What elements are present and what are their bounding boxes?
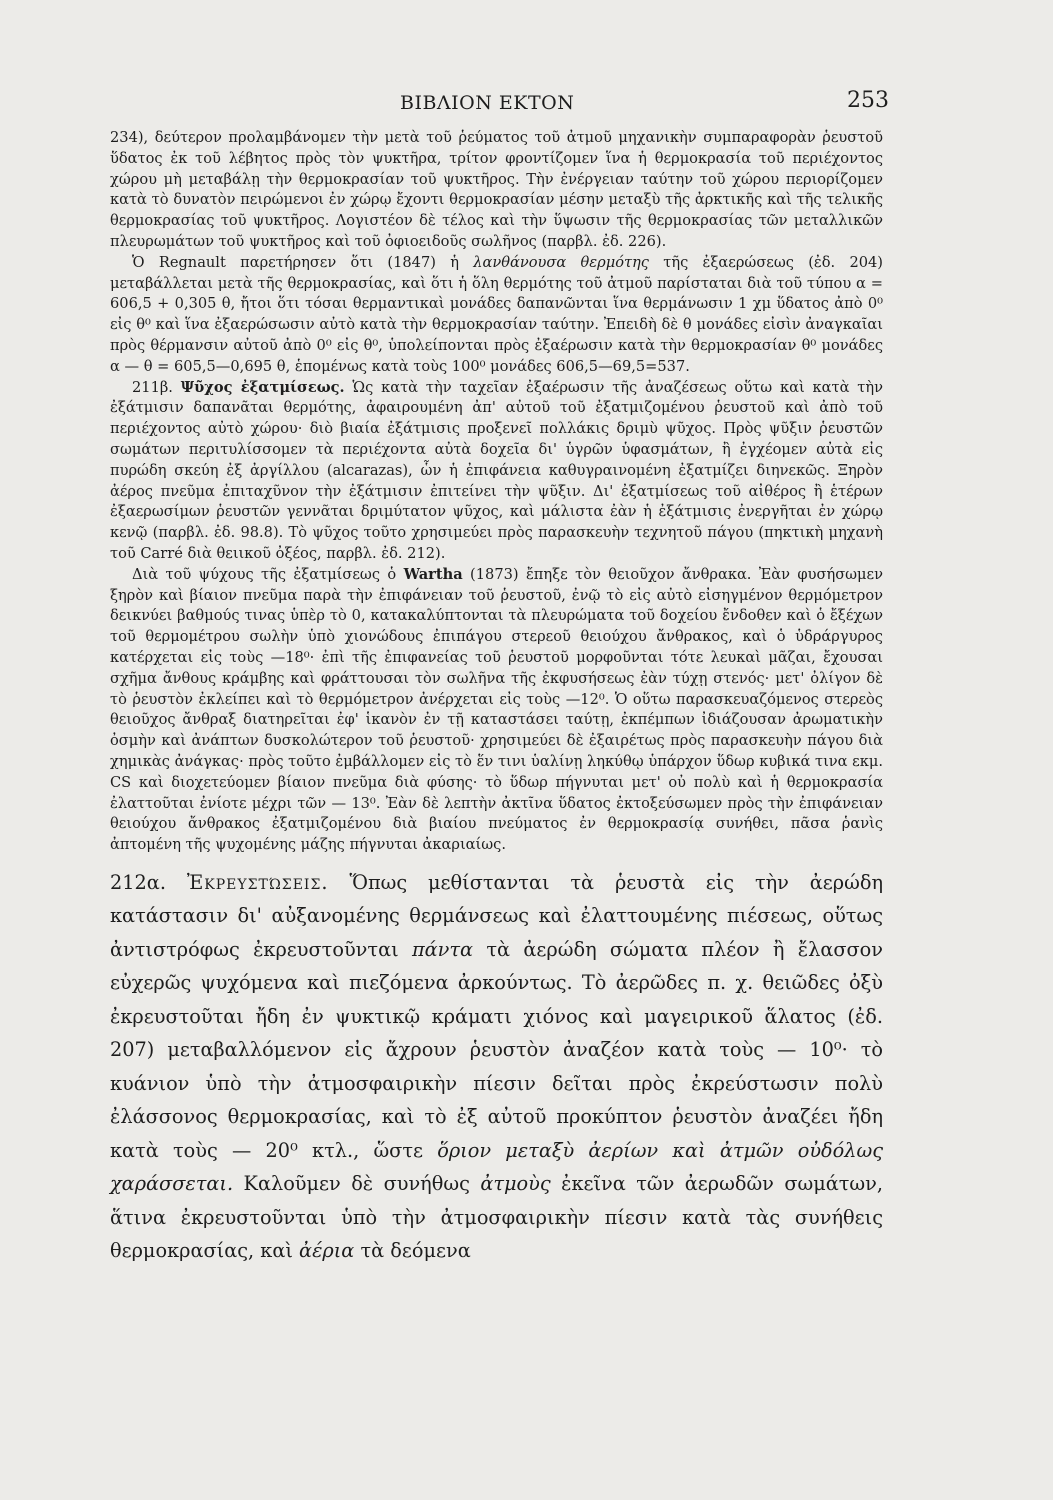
section-number-212a: 212α.	[110, 870, 166, 894]
p5-emphasis-2: ὅριον μεταξὺ ἀερίων καὶ ἀτμῶν οὐδόλως χαράσσεται.	[110, 1138, 884, 1196]
p2-text-a: Ὁ Regnault παρετήρησεν ὅτι (1847) ἡ	[132, 253, 474, 271]
running-title: ΒΙΒΛΙΟΝ ΕΚΤΟΝ	[400, 92, 575, 114]
p5-emphasis-1: πάντα	[411, 937, 474, 961]
page-header	[110, 88, 889, 118]
p4-text-b: (1873) ἔπηξε τὸν θειοῦχον ἄνθρακα. Ἐὰν φυσήσωμεν ξηρὸν καὶ βίαιον πνεῦμα παρὰ τὴν ἐπιφάνειαν τοῦ ῥευστοῦ, ἐνῷ τὸ εἰς αὐτὸ εἰσηγμένον θερμόμετρον δεικνύει βαθμούς τινας ὑπὲρ τὸ 0, κατακαλύπτονται τὰ πλευρώματα τοῦ δοχείου ἔνδοθεν καὶ ὁ ἔξέχων τοῦ θερμομέτρου σωλὴν ὑπὸ χιονώδους ἐπιπάγου στερεοῦ θειούχου ἄνθρακος, καὶ ὁ ὑδράργυρος κατέρχεται εἰς τοὺς —18⁰· ἐπὶ τῆς ἐπιφανείας τοῦ ῥευστοῦ μορφοῦνται τότε λευκαὶ μᾶζαι, ἔχουσαι σχῆμα ἄνθους κράμβης καὶ φράττουσαι τὸν σωλῆνα τῆς ἐκφυσήσεως ἐὰν τύχῃ στενός· μετ' ὀλίγον δὲ τὸ ῥευστὸν ἐκλείπει καὶ τὸ θερμόμετρον ἀνέρχεται εἰς τοὺς —12⁰. Ὁ οὕτω παρασκευαζόμενος στερεὸς θειοῦχος ἄνθραξ διατηρεῖται ἐφ' ἱκανὸν ἐν τῇ καταστάσει ταύτῃ, ἐκπέμπων ἰδιάζουσαν ἀρωματικὴν ὀσμὴν καὶ ἀνάπτων δυσκολώτερον τοῦ ῥευστοῦ· χρησιμεύει δὲ ἐξαιρέτως πρὸς παρασκευὴν πάγου διὰ χημικὰς ἀνάγκας· πρὸς τοῦτο ἐμβάλλομεν εἰς τὸ ἕν τινι ὑαλίνῃ ληκύθῳ ὑπάρχον ὕδωρ κυβικά τινα εκμ. CS καὶ διοχετεύομεν βίαιον πνεῦμα διὰ φύσης· τὸ ὕδωρ πήγνυται μετ' οὐ πολὺ καὶ ἡ θερμοκρασία ἐλαττοῦται ἐνίοτε μέχρι τῶν — 13⁰. Ἐὰν δὲ λεπτὴν ἀκτῖνα ὕδατος ἐκτοξεύσωμεν πρὸς τὴν ἐπιφάνειαν θειούχου ἄνθρακος ἐξατμιζομένου διὰ βιαίου πνεύματος ἐν θερμοκρασίᾳ συνήθει, πᾶσα ῥανὶς ἀπτομένη τῆς ψυχομένης μάζης πήγνυται ἀκαριαίως.	[110, 565, 883, 854]
paragraph-wartha	[110, 565, 883, 856]
p2-emphasis: λανθάνουσα θερμότης	[473, 253, 649, 271]
section-number-211b: 211β.	[132, 378, 173, 396]
paragraph-regnault	[110, 253, 883, 378]
small-print-section	[110, 128, 883, 856]
p5-text-d: ἐκεῖνα τῶν ἀερωδῶν σωμάτων, ἅτινα ἐκρευστοῦνται ὑπὸ τὴν ἀτμοσφαιρικὴν πίεσιν κατὰ τὰς συνήθεις θερμοκρασίας, καὶ	[110, 1172, 883, 1263]
p5-emphasis-4: ἀέρια	[299, 1239, 355, 1263]
section-heading-psychos: Ψῦχος ἐξατμίσεως.	[180, 378, 345, 396]
section-heading-ekreustoseis: Ἐκρευστώσεις.	[186, 870, 329, 894]
p4-text-a: Διὰ τοῦ ψύχους τῆς ἐξατμίσεως ὁ	[132, 565, 404, 583]
paragraph-211b	[110, 378, 883, 565]
p5-emphasis-3: ἀτμοὺς	[480, 1172, 551, 1196]
paragraph-continuation: 234), δεύτερον προλαμβάνομεν τὴν μετὰ τοῦ ῥεύματος τοῦ ἀτμοῦ μηχανικὴν συμπαραφορὰν ῥευστοῦ ὕδατος ἐκ τοῦ λέβητος πρὸς τὸν ψυκτῆρα, τρίτον φροντίζομεν ἵνα ἡ θερμοκρασία τοῦ περιέχοντος χώρου μὴ μεταβάλῃ τὴν θερμοκρασίαν τοῦ ψυκτῆρος. Τὴν ἐνέργειαν ταύτην τοῦ χώρου περιορίζομεν κατὰ τὸ δυνατὸν πειρώμενοι ἐν χώρῳ ἔχοντι θερμοκρασίαν μέσην μεταξὺ τῆς ἀρκτικῆς καὶ τῆς τελικῆς θερμοκρασίας τοῦ ψυκτῆρος. Λογιστέον δὲ τέλος καὶ τὴν ὕψωσιν τῆς θερμοκρασίας τῶν μεταλλικῶν πλευρωμάτων τοῦ ψυκτῆρος καὶ τοῦ ὀφιοειδοῦς σωλῆνος (παρβλ. ἐδ. 226).	[110, 129, 883, 250]
paragraph-212a	[110, 866, 883, 1268]
p5-text-b: τὰ ἀερώδη σώματα πλέον ἢ ἔλασσον εὐχερῶς ψυχόμενα καὶ πιεζόμενα ἀρκούντως. Τὸ ἀερῶδες π. χ. θειῶδες ὀξὺ ἐκρευστοῦται ἤδη ἐν ψυκτικῷ κράματι χιόνος καὶ μαγειρικοῦ ἅλατος (ἐδ. 207) μεταβαλλόμενον εἰς ἄχρουν ῥευστὸν ἀναζέον κατὰ τοὺς — 10⁰· τὸ κυάνιον ὑπὸ τὴν ἀτμοσφαιρικὴν πίεσιν δεῖται πρὸς ἐκρεύστωσιν πολὺ ἐλάσσονος θερμοκρασίας, καὶ τὸ ἐξ αὐτοῦ προκύπτον ῥευστὸν ἀναζέει ἤδη κατὰ τοὺς — 20⁰ κτλ., ὥστε	[110, 937, 883, 1162]
page-number: 253	[847, 88, 889, 113]
p5-text-a: Ὅπως μεθίστανται τὰ ῥευστὰ εἰς τὴν ἀερώδη κατάστασιν δι' αὐξανομένης θερμάνσεως καὶ ἐλαττουμένης πιέσεως, οὕτως ἀντιστρόφως ἐκρευστοῦνται	[110, 870, 883, 961]
p5-text-e: τὰ δεόμενα	[354, 1239, 471, 1263]
large-print-section	[110, 866, 883, 1268]
p2-text-b: τῆς ἐξαερώσεως (ἐδ. 204) μεταβάλλεται μετὰ τῆς θερμοκρασίας, καὶ ὅτι ἡ ὅλη θερμότης τοῦ ἀτμοῦ παρίσταται διὰ τοῦ τύπου α = 606,5 + 0,305 θ, ἤτοι ὅτι τόσαι θερμαντικαὶ μονάδες δαπανῶνται ἵνα θερμάνωσιν 1 χμ ὕδατος ἀπὸ 0⁰ εἰς θ⁰ καὶ ἵνα ἐξαερώσωσιν αὐτὸ κατὰ τὴν θερμοκρασίαν ταύτην. Ἐπειδὴ δὲ θ μονάδες εἰσὶν ἀναγκαῖαι πρὸς θέρμανσιν αὐτοῦ ἀπὸ 0⁰ εἰς θ⁰, ὑπολείπονται πρὸς ἐξαέρωσιν κατὰ τὴν θερμοκρασίαν θ⁰ μονάδες α — θ = 605,5—0,695 θ, ἑπομένως κατὰ τοὺς 100⁰ μονάδες 606,5—69,5=537.	[110, 253, 883, 375]
p4-name: Wartha	[403, 565, 463, 583]
p5-text-c: Καλοῦμεν δὲ συνήθως	[233, 1172, 481, 1196]
p3-body: Ὡς κατὰ τὴν ταχεῖαν ἐξαέρωσιν τῆς ἀναζέσεως οὕτω καὶ κατὰ τὴν ἐξάτμισιν δαπανᾶται θερμότης, ἀφαιρουμένη ἀπ' αὐτοῦ τοῦ ἐξατμιζομένου ῥευστοῦ καὶ ἀπὸ τοῦ περιέχοντος αὐτὸ χώρου· διὸ βιαία ἐξάτμισις προξενεῖ πολλάκις δριμὺ ψῦχος. Πρὸς ψῦξιν ῥευστῶν σωμάτων περιτυλίσσομεν τὰ περιέχοντα αὐτὰ δοχεῖα δι' ὑγρῶν ὑφασμάτων, ἢ ἐγχέομεν αὐτὰ εἰς πυρώδη σκεύη ἐξ ἀργίλλου (alcarazas), ὧν ἡ ἐπιφάνεια καθυγραινομένη ἐξατμίζει διηνεκῶς. Ξηρὸν ἀέρος πνεῦμα ἐπιταχῦνον τὴν ἐξάτμισιν ἐπιτείνει τὴν ψῦξιν. Δι' ἐξατμίσεως τοῦ αἰθέρος ἢ ἑτέρων ἐξαερωσίμων ῥευστῶν γεννᾶται δριμύτατον ψῦχος, καὶ μάλιστα ἐὰν ἡ ἐξάτμισις ἐνεργῆται ἐν χώρῳ κενῷ (παρβλ. ἐδ. 98.8). Τὸ ψῦχος τοῦτο χρησιμεύει πρὸς παρασκευὴν τεχνητοῦ πάγου (πηκτικὴ μηχανὴ τοῦ Carré διὰ θειικοῦ ὀξέος, παρβλ. ἐδ. 212).	[110, 378, 883, 562]
